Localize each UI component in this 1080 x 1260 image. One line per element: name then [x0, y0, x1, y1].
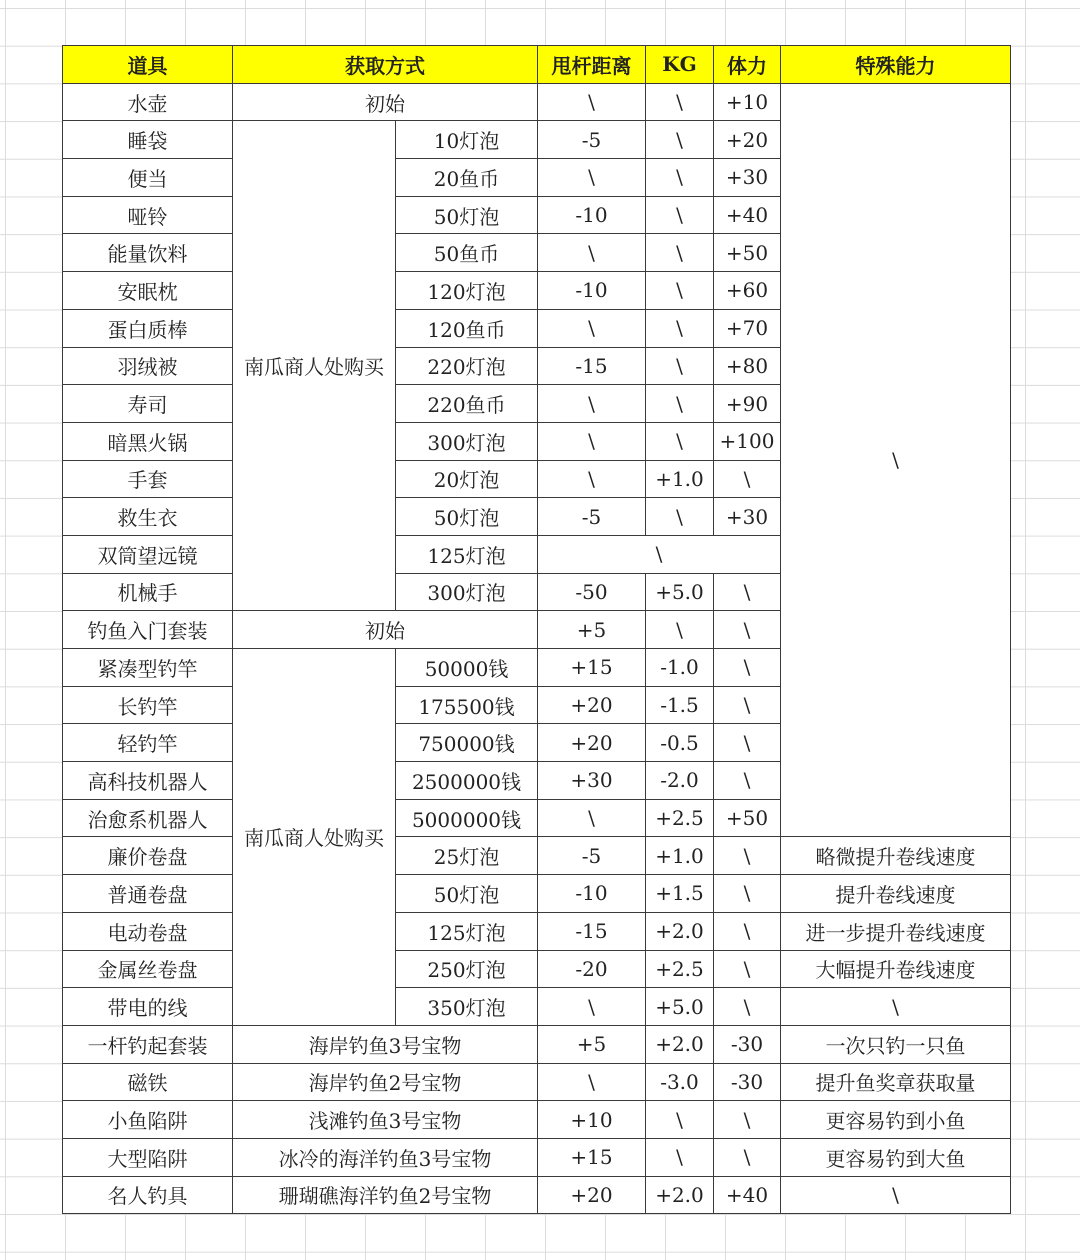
item-cell[interactable]: 廉价卷盘 — [63, 837, 233, 875]
kg-cell[interactable]: +5.0 — [646, 988, 714, 1026]
obtain-cell[interactable]: 浅滩钓鱼3号宝物 — [233, 1101, 538, 1139]
stamina-cell[interactable]: \ — [714, 573, 781, 611]
item-cell[interactable]: 机械手 — [63, 573, 233, 611]
ability-cell[interactable]: 略微提升卷线速度 — [781, 837, 1011, 875]
kg-cell[interactable]: +1.0 — [646, 460, 714, 498]
kg-cell[interactable]: \ — [646, 422, 714, 460]
stamina-cell[interactable]: +20 — [714, 121, 781, 159]
cost-cell[interactable]: 2500000钱 — [396, 762, 538, 800]
cost-cell[interactable]: 220灯泡 — [396, 347, 538, 385]
item-cell[interactable]: 睡袋 — [63, 121, 233, 159]
distance-cell[interactable]: +20 — [538, 1176, 646, 1214]
kg-cell[interactable]: \ — [646, 498, 714, 536]
distance-cell[interactable]: \ — [538, 422, 646, 460]
cost-cell[interactable]: 125灯泡 — [396, 535, 538, 573]
items-table — [62, 45, 1011, 1214]
cost-cell[interactable]: 50鱼币 — [396, 234, 538, 272]
kg-cell[interactable]: \ — [646, 121, 714, 159]
header-cast-distance[interactable]: 甩杆距离 — [538, 46, 646, 84]
kg-cell[interactable]: \ — [646, 347, 714, 385]
stamina-cell[interactable]: +40 — [714, 196, 781, 234]
cost-cell[interactable]: 350灯泡 — [396, 988, 538, 1026]
kg-cell[interactable]: -2.0 — [646, 762, 714, 800]
distance-cell[interactable]: +15 — [538, 649, 646, 687]
table-row — [63, 912, 1011, 950]
stamina-cell[interactable]: +50 — [714, 234, 781, 272]
obtain-cell[interactable]: 海岸钓鱼3号宝物 — [233, 1025, 538, 1063]
stamina-cell[interactable]: -30 — [714, 1063, 781, 1101]
distance-cell[interactable]: +15 — [538, 1138, 646, 1176]
distance-cell[interactable]: \ — [538, 988, 646, 1026]
obtain-group-cell[interactable]: 南瓜商人处购买 — [233, 649, 396, 1026]
stamina-cell[interactable]: \ — [714, 988, 781, 1026]
distance-cell[interactable]: -15 — [538, 912, 646, 950]
stamina-cell[interactable]: +100 — [714, 422, 781, 460]
kg-cell[interactable]: +2.0 — [646, 1176, 714, 1214]
kg-cell[interactable]: \ — [646, 272, 714, 310]
stamina-cell[interactable]: \ — [714, 1101, 781, 1139]
kg-cell[interactable]: \ — [646, 234, 714, 272]
stamina-cell[interactable]: +50 — [714, 799, 781, 837]
stamina-cell[interactable]: +80 — [714, 347, 781, 385]
stamina-cell[interactable]: +90 — [714, 385, 781, 423]
distance-cell[interactable]: \ — [538, 799, 646, 837]
item-cell[interactable]: 紧凑型钓竿 — [63, 649, 233, 687]
kg-cell[interactable]: +1.0 — [646, 837, 714, 875]
item-cell[interactable]: 羽绒被 — [63, 347, 233, 385]
distance-cell[interactable]: -10 — [538, 875, 646, 913]
stamina-cell[interactable]: \ — [714, 875, 781, 913]
cost-cell[interactable]: 750000钱 — [396, 724, 538, 762]
ability-cell[interactable]: 一次只钓一只鱼 — [781, 1025, 1011, 1063]
distance-cell[interactable]: -10 — [538, 272, 646, 310]
header-obtain-method[interactable]: 获取方式 — [233, 46, 538, 84]
table-row — [63, 83, 1011, 121]
distance-cell[interactable]: -5 — [538, 498, 646, 536]
kg-cell[interactable]: \ — [646, 159, 714, 197]
header-special-ability[interactable]: 特殊能力 — [781, 46, 1011, 84]
item-cell[interactable]: 能量饮料 — [63, 234, 233, 272]
item-cell[interactable]: 便当 — [63, 159, 233, 197]
kg-cell[interactable]: \ — [646, 196, 714, 234]
distance-cell[interactable]: -5 — [538, 121, 646, 159]
cost-cell[interactable]: 50000钱 — [396, 649, 538, 687]
obtain-cell[interactable]: 冰冷的海洋钓鱼3号宝物 — [233, 1138, 538, 1176]
ability-cell[interactable]: 提升鱼奖章获取量 — [781, 1063, 1011, 1101]
ability-cell[interactable]: 进一步提升卷线速度 — [781, 912, 1011, 950]
distance-cell[interactable]: \ — [538, 234, 646, 272]
obtain-group-cell[interactable]: 南瓜商人处购买 — [233, 121, 396, 611]
cost-cell[interactable]: 25灯泡 — [396, 837, 538, 875]
header-kg[interactable]: KG — [646, 46, 714, 84]
ability-cell-merged[interactable]: \ — [781, 83, 1011, 837]
item-cell[interactable]: 长钓竿 — [63, 686, 233, 724]
distance-cell[interactable]: \ — [538, 385, 646, 423]
kg-cell[interactable]: \ — [646, 309, 714, 347]
kg-cell[interactable]: +2.5 — [646, 950, 714, 988]
obtain-cell[interactable]: 初始 — [233, 83, 538, 121]
stamina-cell[interactable]: \ — [714, 460, 781, 498]
cost-cell[interactable]: 5000000钱 — [396, 799, 538, 837]
kg-cell[interactable]: \ — [646, 1101, 714, 1139]
item-cell[interactable]: 小鱼陷阱 — [63, 1101, 233, 1139]
ability-cell[interactable]: 提升卷线速度 — [781, 875, 1011, 913]
distance-cell[interactable]: \ — [538, 83, 646, 121]
stamina-cell[interactable]: +70 — [714, 309, 781, 347]
kg-cell[interactable]: +2.0 — [646, 912, 714, 950]
kg-cell[interactable]: -3.0 — [646, 1063, 714, 1101]
cost-cell[interactable]: 300灯泡 — [396, 573, 538, 611]
stamina-cell[interactable]: -30 — [714, 1025, 781, 1063]
cost-cell[interactable]: 125灯泡 — [396, 912, 538, 950]
cost-cell[interactable]: 10灯泡 — [396, 121, 538, 159]
kg-cell[interactable]: +1.5 — [646, 875, 714, 913]
distance-cell[interactable]: +20 — [538, 686, 646, 724]
item-cell[interactable]: 救生衣 — [63, 498, 233, 536]
stamina-cell[interactable]: \ — [714, 950, 781, 988]
cost-cell[interactable]: 50灯泡 — [396, 498, 538, 536]
cost-cell[interactable]: 120鱼币 — [396, 309, 538, 347]
kg-cell[interactable]: \ — [646, 1138, 714, 1176]
cost-cell[interactable]: 120灯泡 — [396, 272, 538, 310]
table-row — [63, 988, 1011, 1026]
kg-cell[interactable]: -1.0 — [646, 649, 714, 687]
kg-cell[interactable]: +2.0 — [646, 1025, 714, 1063]
header-row — [63, 46, 1011, 84]
item-cell[interactable]: 双筒望远镜 — [63, 535, 233, 573]
cost-cell[interactable]: 20鱼币 — [396, 159, 538, 197]
item-cell[interactable]: 暗黑火锅 — [63, 422, 233, 460]
item-cell[interactable]: 名人钓具 — [63, 1176, 233, 1214]
distance-cell[interactable]: +30 — [538, 762, 646, 800]
cost-cell[interactable]: 50灯泡 — [396, 875, 538, 913]
cost-cell[interactable]: 50灯泡 — [396, 196, 538, 234]
distance-cell[interactable]: +5 — [538, 611, 646, 649]
item-cell[interactable]: 安眠枕 — [63, 272, 233, 310]
table-row — [63, 1101, 1011, 1139]
cost-cell[interactable]: 220鱼币 — [396, 385, 538, 423]
item-cell[interactable]: 水壶 — [63, 83, 233, 121]
distance-cell[interactable]: -50 — [538, 573, 646, 611]
distance-cell[interactable]: -15 — [538, 347, 646, 385]
stamina-cell[interactable]: \ — [714, 686, 781, 724]
obtain-cell[interactable]: 海岸钓鱼2号宝物 — [233, 1063, 538, 1101]
distance-cell[interactable]: -20 — [538, 950, 646, 988]
table-row — [63, 1025, 1011, 1063]
distance-cell[interactable]: \ — [538, 460, 646, 498]
stamina-cell[interactable]: \ — [714, 649, 781, 687]
stamina-cell[interactable]: \ — [714, 837, 781, 875]
item-cell[interactable]: 一杆钓起套装 — [63, 1025, 233, 1063]
cost-cell[interactable]: 300灯泡 — [396, 422, 538, 460]
ability-cell[interactable]: 大幅提升卷线速度 — [781, 950, 1011, 988]
header-stamina[interactable]: 体力 — [714, 46, 781, 84]
item-cell[interactable]: 手套 — [63, 460, 233, 498]
kg-cell[interactable]: \ — [646, 385, 714, 423]
stamina-cell[interactable]: \ — [714, 1138, 781, 1176]
table-row — [63, 1063, 1011, 1101]
stats-merged-cell[interactable]: \ — [538, 535, 781, 573]
item-cell[interactable]: 磁铁 — [63, 1063, 233, 1101]
item-cell[interactable]: 治愈系机器人 — [63, 799, 233, 837]
kg-cell[interactable]: \ — [646, 611, 714, 649]
item-cell[interactable]: 带电的线 — [63, 988, 233, 1026]
item-cell[interactable]: 金属丝卷盘 — [63, 950, 233, 988]
distance-cell[interactable]: -10 — [538, 196, 646, 234]
cost-cell[interactable]: 20灯泡 — [396, 460, 538, 498]
table-row — [63, 950, 1011, 988]
kg-cell[interactable]: -0.5 — [646, 724, 714, 762]
distance-cell[interactable]: +5 — [538, 1025, 646, 1063]
stamina-cell[interactable]: +10 — [714, 83, 781, 121]
ability-cell[interactable]: 更容易钓到小鱼 — [781, 1101, 1011, 1139]
item-cell[interactable]: 寿司 — [63, 385, 233, 423]
ability-cell[interactable]: \ — [781, 1176, 1011, 1214]
kg-cell[interactable]: \ — [646, 83, 714, 121]
item-cell[interactable]: 大型陷阱 — [63, 1138, 233, 1176]
ability-cell[interactable]: \ — [781, 988, 1011, 1026]
table-row — [63, 1138, 1011, 1176]
distance-cell[interactable]: \ — [538, 159, 646, 197]
distance-cell[interactable]: \ — [538, 309, 646, 347]
obtain-cell[interactable]: 初始 — [233, 611, 538, 649]
stamina-cell[interactable]: \ — [714, 912, 781, 950]
stamina-cell[interactable]: +30 — [714, 159, 781, 197]
stamina-cell[interactable]: +40 — [714, 1176, 781, 1214]
cost-cell[interactable]: 175500钱 — [396, 686, 538, 724]
obtain-cell[interactable]: 珊瑚礁海洋钓鱼2号宝物 — [233, 1176, 538, 1214]
distance-cell[interactable]: +10 — [538, 1101, 646, 1139]
stamina-cell[interactable]: +60 — [714, 272, 781, 310]
stamina-cell[interactable]: \ — [714, 724, 781, 762]
ability-cell[interactable]: 更容易钓到大鱼 — [781, 1138, 1011, 1176]
table-row — [63, 875, 1011, 913]
item-cell[interactable]: 高科技机器人 — [63, 762, 233, 800]
table-row — [63, 837, 1011, 875]
kg-cell[interactable]: +2.5 — [646, 799, 714, 837]
kg-cell[interactable]: +5.0 — [646, 573, 714, 611]
header-item[interactable]: 道具 — [63, 46, 233, 84]
stamina-cell[interactable]: \ — [714, 611, 781, 649]
stamina-cell[interactable]: +30 — [714, 498, 781, 536]
item-cell[interactable]: 轻钓竿 — [63, 724, 233, 762]
distance-cell[interactable]: -5 — [538, 837, 646, 875]
distance-cell[interactable]: \ — [538, 1063, 646, 1101]
distance-cell[interactable]: +20 — [538, 724, 646, 762]
item-cell[interactable]: 普通卷盘 — [63, 875, 233, 913]
item-cell[interactable]: 蛋白质棒 — [63, 309, 233, 347]
item-cell[interactable]: 哑铃 — [63, 196, 233, 234]
table-row — [63, 1176, 1011, 1214]
item-cell[interactable]: 钓鱼入门套装 — [63, 611, 233, 649]
cost-cell[interactable]: 250灯泡 — [396, 950, 538, 988]
stamina-cell[interactable]: \ — [714, 762, 781, 800]
item-cell[interactable]: 电动卷盘 — [63, 912, 233, 950]
kg-cell[interactable]: -1.5 — [646, 686, 714, 724]
